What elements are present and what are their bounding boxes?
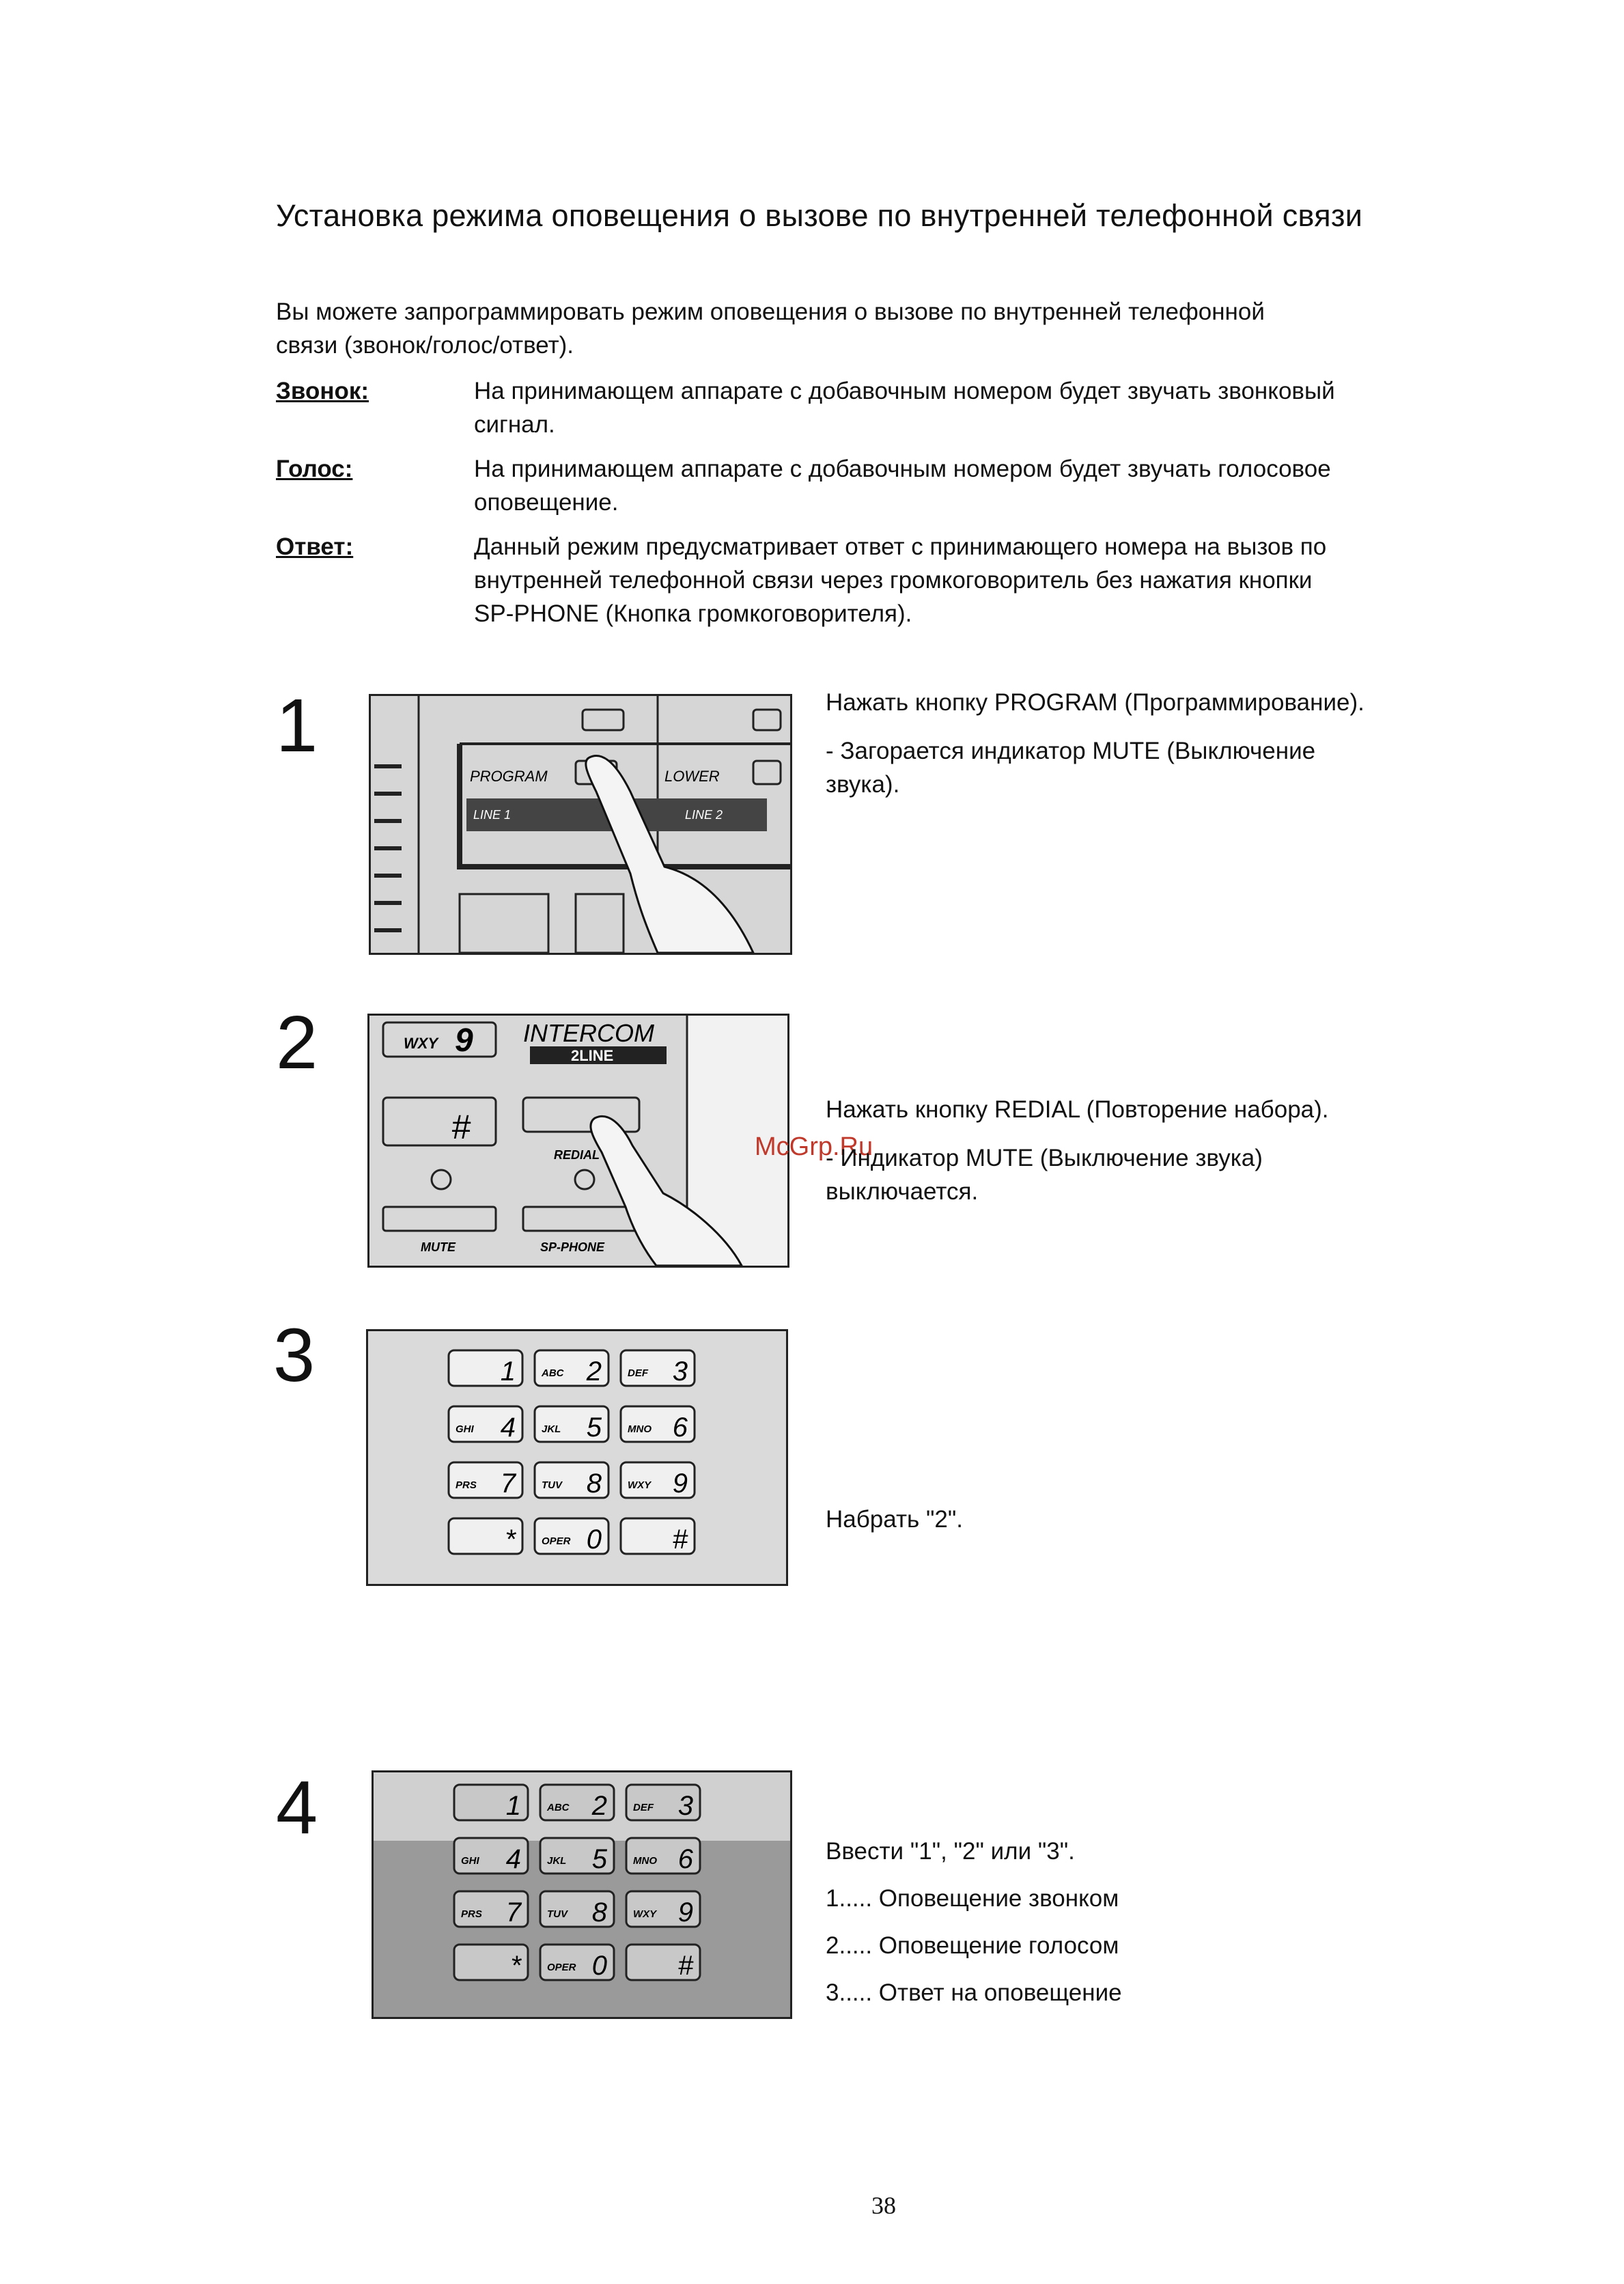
page-title: Установка режима оповещения о вызове по внутренней телефонной связи <box>276 198 1363 233</box>
key-digit: * <box>505 1524 516 1555</box>
step-line: - Загорается индикатор MUTE (Выключение <box>826 738 1316 764</box>
option-3: 3..... Ответ на оповещение <box>826 1979 1122 2006</box>
key9-digit: 9 <box>455 1022 473 1059</box>
key9-letters: WXY <box>404 1035 438 1052</box>
keypad-key-9 <box>621 1462 695 1499</box>
key-digit: 0 <box>586 1524 602 1555</box>
step-number: 4 <box>276 1766 318 1850</box>
key-letters: DEF <box>633 1802 654 1813</box>
step-number: 1 <box>276 684 318 768</box>
watermark: McGrp.Ru <box>755 1132 873 1161</box>
key-digit: 5 <box>591 1844 607 1874</box>
definition-line: На принимающем аппарате с добавочным номером будет звучать звонковый <box>474 378 1335 404</box>
intro-paragraph <box>276 295 1505 362</box>
key-digit: 7 <box>505 1897 521 1927</box>
keypad-key-5 <box>540 1838 614 1874</box>
key-letters: WXY <box>633 1908 657 1920</box>
definition-text <box>474 452 1498 519</box>
definition-answer <box>276 530 1505 632</box>
keypad-key-hash <box>626 1945 700 1981</box>
definition-ring <box>276 374 1505 443</box>
key-letters: PRS <box>456 1479 477 1491</box>
keypad-key-6 <box>626 1838 700 1874</box>
keypad-key-5 <box>535 1406 608 1443</box>
option-1: 1..... Оповещение звонком <box>826 1885 1119 1912</box>
step-number: 3 <box>273 1313 316 1397</box>
keypad-key-9 <box>626 1891 700 1927</box>
intercom-label: INTERCOM <box>523 1019 654 1047</box>
key-digit: 4 <box>500 1412 516 1443</box>
key-letters: DEF <box>628 1367 648 1379</box>
keypad-key-star <box>449 1518 522 1555</box>
keypad-key-1 <box>454 1785 528 1821</box>
keypad-key-2 <box>535 1350 608 1387</box>
key-digit: 9 <box>672 1468 688 1499</box>
intro-line: связи (звонок/голос/ответ). <box>276 332 574 359</box>
option-2: 2..... Оповещение голосом <box>826 1932 1119 1959</box>
key-letters: WXY <box>628 1479 652 1491</box>
definition-text <box>474 374 1498 441</box>
spphone-label: SP-PHONE <box>540 1240 605 1254</box>
program-label: PROGRAM <box>470 768 548 785</box>
key-digit: # <box>672 1524 688 1555</box>
step-text <box>826 1828 1440 2016</box>
key-digit: 2 <box>586 1356 602 1387</box>
term-voice: Голос: <box>276 456 353 482</box>
keypad-key-2 <box>540 1785 614 1821</box>
keypad-key-4 <box>454 1838 528 1874</box>
key-digit: 8 <box>591 1897 607 1927</box>
keypad-key-star <box>454 1945 528 1981</box>
step-number: 2 <box>276 1001 318 1085</box>
key-letters: GHI <box>456 1423 474 1435</box>
definition-line: Данный режим предусматривает ответ с принимающего номера на вызов по <box>474 533 1327 560</box>
step-line: Ввести "1", "2" или "3". <box>826 1838 1075 1865</box>
definition-line: SP-PHONE (Кнопка громкоговорителя). <box>474 600 912 627</box>
definition-voice <box>276 452 1505 520</box>
keypad-key-7 <box>449 1462 522 1499</box>
term-answer: Ответ: <box>276 533 354 560</box>
key-letters: MNO <box>628 1423 652 1435</box>
key-digit: 7 <box>500 1468 516 1499</box>
key-letters: JKL <box>542 1423 561 1435</box>
step-line: выключается. <box>826 1178 979 1205</box>
page-number: 38 <box>871 2192 896 2219</box>
key-digit: 2 <box>591 1791 607 1821</box>
keypad-key-4 <box>449 1406 522 1443</box>
step-text <box>826 686 1440 801</box>
key-letters: JKL <box>547 1855 567 1867</box>
key-letters: ABC <box>547 1802 570 1813</box>
key-digit: 8 <box>586 1468 602 1499</box>
figure-program-button <box>369 694 792 955</box>
definition-line: сигнал. <box>474 411 555 438</box>
line2-label: LINE 2 <box>685 808 723 822</box>
key-letters: OPER <box>547 1962 576 1973</box>
keypad-key-8 <box>535 1462 608 1499</box>
step-text <box>826 1093 1440 1208</box>
keypad-key-0 <box>540 1945 614 1981</box>
definition-text <box>474 530 1498 630</box>
key-digit: 1 <box>500 1356 516 1387</box>
keypad-key-8 <box>540 1891 614 1927</box>
key-letters: PRS <box>461 1908 482 1920</box>
key-letters: MNO <box>633 1855 657 1867</box>
key-digit: * <box>510 1951 521 1981</box>
intro-line: Вы можете запрограммировать режим оповещения о вызове по внутренней телефонной <box>276 298 1265 325</box>
redial-label: REDIAL <box>554 1148 600 1162</box>
step-line: Нажать кнопку REDIAL (Повторение набора). <box>826 1096 1329 1123</box>
keypad-key-hash <box>621 1518 695 1555</box>
key-digit: 1 <box>505 1791 521 1821</box>
hash-key: # <box>451 1108 471 1146</box>
step-text <box>826 1503 1440 1536</box>
key-letters: OPER <box>542 1535 571 1547</box>
key-letters: TUV <box>547 1908 568 1920</box>
key-digit: 3 <box>672 1356 688 1387</box>
step-line: Набрать "2". <box>826 1506 963 1533</box>
line1-label: LINE 1 <box>473 808 512 822</box>
keypad-svg <box>374 1772 790 2017</box>
keypad-key-1 <box>449 1350 522 1387</box>
figure-redial-button <box>367 1014 789 1268</box>
definition-line: На принимающем аппарате с добавочным номером будет звучать голосовое <box>474 456 1331 482</box>
key-digit: 0 <box>591 1951 607 1981</box>
key-digit: 4 <box>505 1844 521 1874</box>
key-letters: ABC <box>542 1367 564 1379</box>
keypad-key-3 <box>626 1785 700 1821</box>
line-badge: 2LINE <box>571 1047 614 1064</box>
step-line: звука). <box>826 771 900 798</box>
keypad-key-0 <box>535 1518 608 1555</box>
step-line: Нажать кнопку PROGRAM (Программирование). <box>826 689 1364 716</box>
key-letters: GHI <box>461 1855 479 1867</box>
figure-keypad-step4 <box>372 1770 792 2019</box>
mute-label: MUTE <box>421 1240 456 1254</box>
key-digit: 3 <box>677 1791 693 1821</box>
keypad-key-6 <box>621 1406 695 1443</box>
figure-keypad-step3 <box>366 1329 788 1586</box>
definition-line: внутренней телефонной связи через громкоговоритель без нажатия кнопки <box>474 567 1313 594</box>
step-line: - Индикатор MUTE (Выключение звука) <box>826 1145 1263 1171</box>
keypad-key-7 <box>454 1891 528 1927</box>
key-digit: 5 <box>586 1412 602 1443</box>
keypad-svg <box>368 1331 786 1584</box>
key-digit: 6 <box>677 1844 693 1874</box>
term-ring: Звонок: <box>276 378 369 404</box>
definition-line: оповещение. <box>474 489 619 516</box>
keypad-key-3 <box>621 1350 695 1387</box>
key-digit: 6 <box>672 1412 688 1443</box>
lower-label: LOWER <box>664 768 720 785</box>
key-digit: # <box>677 1951 693 1981</box>
key-digit: 9 <box>677 1897 693 1927</box>
key-letters: TUV <box>542 1479 562 1491</box>
